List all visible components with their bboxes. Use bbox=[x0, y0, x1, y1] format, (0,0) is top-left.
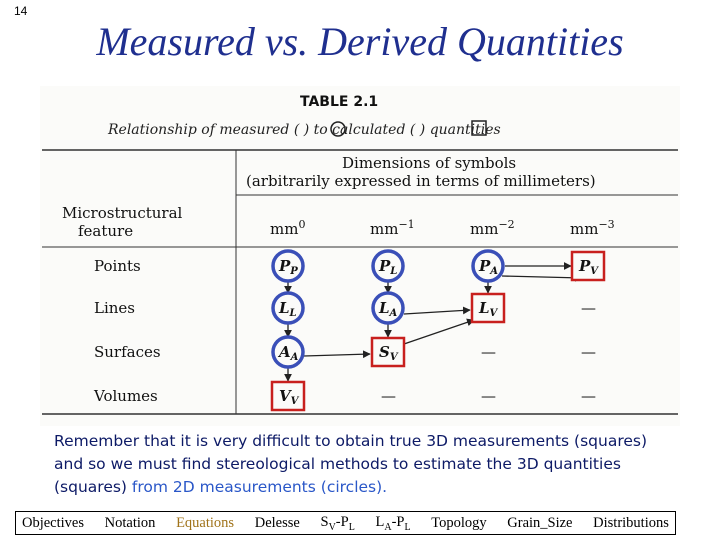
empty-cell-dash: — bbox=[481, 343, 496, 361]
navigation-bar bbox=[15, 511, 676, 535]
nav-notation[interactable]: Notation bbox=[104, 514, 156, 531]
quantity-symbol: $P_V$ bbox=[579, 257, 599, 277]
nav-distributions[interactable]: Distributions bbox=[593, 514, 669, 531]
nav-la-pl[interactable]: $L_A-P_L$ bbox=[375, 513, 411, 533]
dimensions-header-line2: (arbitrarily expressed in terms of millimeters) bbox=[246, 172, 596, 190]
quantity-symbol: $L_V$ bbox=[479, 299, 498, 319]
slide-number: 14 bbox=[14, 4, 28, 18]
empty-cell-dash: — bbox=[481, 387, 496, 405]
feature-label: Lines bbox=[94, 299, 135, 317]
quantity-symbol: $P_P$ bbox=[279, 257, 298, 277]
empty-cell-dash: — bbox=[581, 387, 596, 405]
nav-delesse[interactable]: Delesse bbox=[254, 514, 300, 531]
dimensions-header-line1: Dimensions of symbols bbox=[342, 154, 517, 172]
relation-arrow bbox=[304, 354, 370, 356]
unit-header: $mm^{-3}$ bbox=[570, 218, 615, 238]
table-caption: Relationship of measured ( ) to calculated ( ) quantities bbox=[108, 122, 501, 138]
empty-cell-dash: — bbox=[381, 387, 396, 405]
unit-header: $mm^{-1}$ bbox=[370, 218, 415, 238]
explanation-text-part2: from 2D measurements (circles). bbox=[131, 478, 388, 496]
nav-topology[interactable]: Topology bbox=[431, 514, 487, 531]
stereology-table-figure bbox=[40, 86, 680, 426]
quantity-symbol: $P_L$ bbox=[379, 257, 398, 277]
feature-header-line2: feature bbox=[78, 222, 134, 240]
nav-sv-pl[interactable]: $S_V-P_L$ bbox=[320, 513, 355, 533]
empty-cell-dash: — bbox=[581, 343, 596, 361]
quantity-symbol: $L_A$ bbox=[379, 299, 398, 319]
nav-equations[interactable]: Equations bbox=[176, 514, 235, 531]
quantity-symbol: $P_A$ bbox=[479, 257, 499, 277]
explanation-text bbox=[54, 430, 674, 499]
explanation-text-part1: Remember that it is very difficult to obtain true 3D measurements (squares) and so we must find stereological methods to estimate the 3D quantities (squares) bbox=[54, 432, 648, 496]
relation-arrow bbox=[404, 320, 474, 344]
unit-header: $mm^{-2}$ bbox=[470, 218, 515, 238]
nav-grain-size[interactable]: Grain_Size bbox=[507, 514, 573, 531]
quantity-symbol: $V_V$ bbox=[279, 387, 299, 407]
feature-label: Volumes bbox=[94, 387, 158, 405]
unit-header: $mm^0$ bbox=[270, 218, 306, 238]
relation-arrow bbox=[502, 276, 582, 278]
quantity-symbol: $L_L$ bbox=[279, 299, 297, 319]
quantity-symbol: $A_A$ bbox=[279, 343, 299, 363]
empty-cell-dash: — bbox=[581, 299, 596, 317]
slide-title: Measured vs. Derived Quantities bbox=[96, 19, 624, 64]
feature-label: Points bbox=[94, 257, 141, 275]
feature-header-line1: Microstructural bbox=[62, 204, 183, 222]
quantity-symbol: $S_V$ bbox=[379, 343, 398, 363]
table-label: TABLE 2.1 bbox=[300, 94, 379, 110]
nav-objectives[interactable]: Objectives bbox=[22, 514, 85, 531]
feature-label: Surfaces bbox=[94, 343, 161, 361]
relation-arrow bbox=[404, 310, 470, 314]
